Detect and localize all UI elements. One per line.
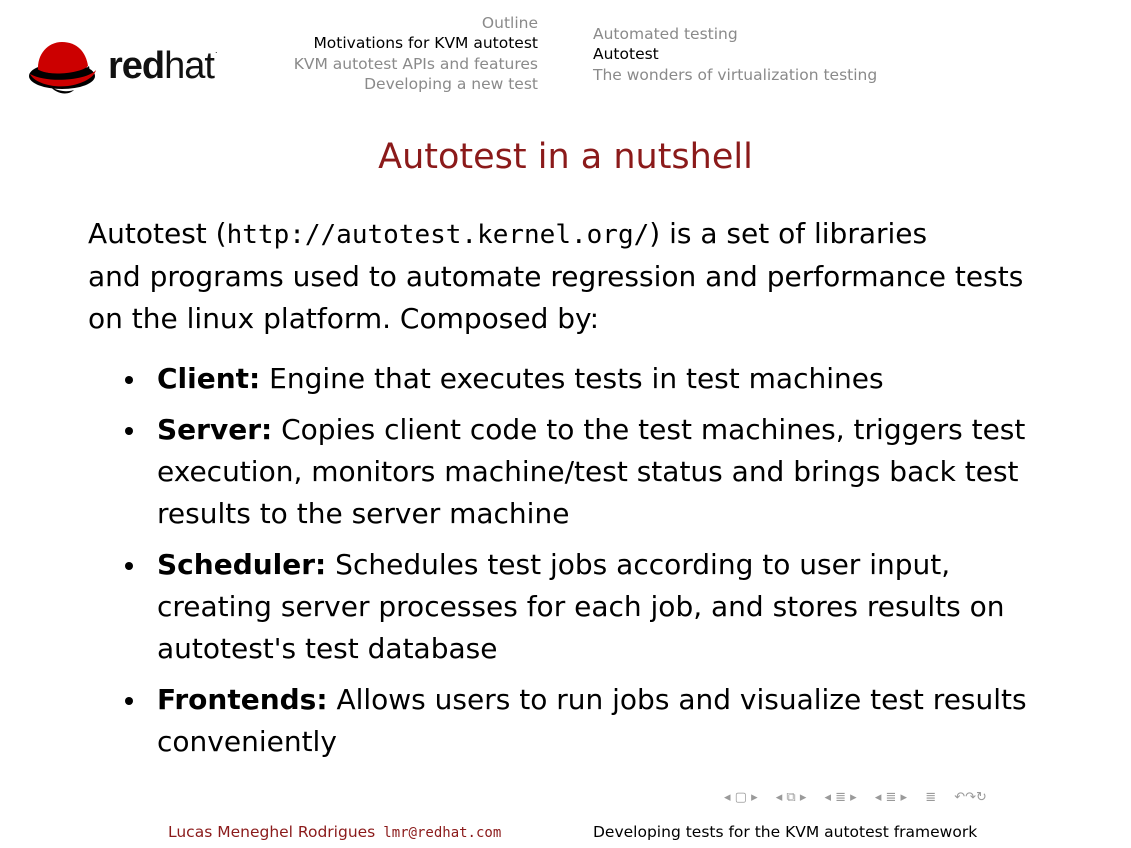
frame-nav-icon[interactable]: ◂ ▢ ▸	[724, 790, 758, 805]
author-name: Lucas Meneghel Rodrigues	[168, 823, 376, 841]
section-nav-icon[interactable]: ◂ ≣ ▸	[824, 790, 857, 805]
red-hat-fedora-icon	[28, 36, 100, 98]
wordmark-red: red	[108, 45, 165, 87]
nav-subsection-automated-testing[interactable]: Automated testing	[593, 25, 738, 43]
bullet-dot	[125, 562, 133, 570]
bullet-dot	[125, 376, 133, 384]
appendix-nav-icon[interactable]: ≣	[925, 790, 937, 805]
intro-paragraph	[88, 213, 1078, 340]
intro-prefix: Autotest (	[88, 217, 227, 250]
list-item-server	[157, 409, 1117, 535]
list-item-scheduler	[157, 544, 1117, 670]
list-item-client	[157, 358, 1117, 400]
list-item-frontends	[157, 679, 1117, 763]
component-list	[157, 358, 1117, 772]
nav-subsection-autotest[interactable]: Autotest	[593, 45, 659, 64]
redhat-wordmark	[108, 45, 216, 88]
autotest-url-link[interactable]: http://autotest.kernel.org/	[226, 220, 650, 250]
intro-line-2: and programs used to automate regression and performance tests	[88, 260, 1024, 293]
subsection-nav-icon[interactable]: ◂ ⧉ ▸	[775, 790, 807, 805]
bullet-dot	[125, 427, 133, 435]
intro-suffix: ) is a set of libraries	[649, 217, 928, 250]
server-desc-line-3: results to the server machine	[157, 497, 570, 530]
nav-section-developing[interactable]: Developing a new test	[364, 74, 538, 93]
server-desc-line-1: Copies client code to the test machines, triggers test	[281, 413, 1026, 446]
author-email: lmr@redhat.com	[383, 825, 502, 841]
footer-talk-title: Developing tests for the KVM autotest framework	[593, 823, 978, 841]
term-server: Server:	[157, 413, 273, 446]
search-back-forward-icon[interactable]: ↶↷↻	[954, 790, 987, 805]
scheduler-desc-line-2: creating server processes for each job, and stores results on	[157, 590, 1005, 623]
client-desc-line-1: Engine that executes tests in test machines	[269, 362, 884, 395]
document-nav-icon[interactable]: ◂ ≣ ▸	[874, 790, 908, 805]
wordmark-hat: hat	[164, 45, 214, 87]
nav-section-apis[interactable]: KVM autotest APIs and features	[293, 54, 538, 73]
wordmark-trademark: .	[214, 45, 217, 55]
intro-line-3: on the linux platform. Composed by:	[88, 302, 600, 335]
frontends-desc-line-2: conveniently	[157, 725, 337, 758]
server-desc-line-2: execution, monitors machine/test status and brings back test	[157, 455, 1019, 488]
section-navigation	[250, 13, 538, 94]
term-client: Client:	[157, 362, 261, 395]
nav-section-motivations[interactable]: Motivations for KVM autotest	[313, 34, 538, 53]
scheduler-desc-line-3: autotest's test database	[157, 632, 498, 665]
nav-section-outline[interactable]: Outline	[481, 14, 538, 32]
subsection-navigation	[593, 24, 877, 85]
redhat-logo	[28, 36, 243, 98]
nav-subsection-virtualization[interactable]: The wonders of virtualization testing	[593, 65, 878, 84]
bullet-dot	[125, 697, 133, 705]
frontends-desc-line-1: Allows users to run jobs and visualize test results	[336, 683, 1027, 716]
footer-author	[168, 823, 501, 841]
term-scheduler: Scheduler:	[157, 548, 327, 581]
term-frontends: Frontends:	[157, 683, 328, 716]
scheduler-desc-line-1: Schedules test jobs according to user input,	[335, 548, 951, 581]
slide-title: Autotest in a nutshell	[378, 137, 753, 177]
intro-line-1	[88, 213, 1078, 256]
beamer-navigation-symbols	[724, 790, 987, 805]
